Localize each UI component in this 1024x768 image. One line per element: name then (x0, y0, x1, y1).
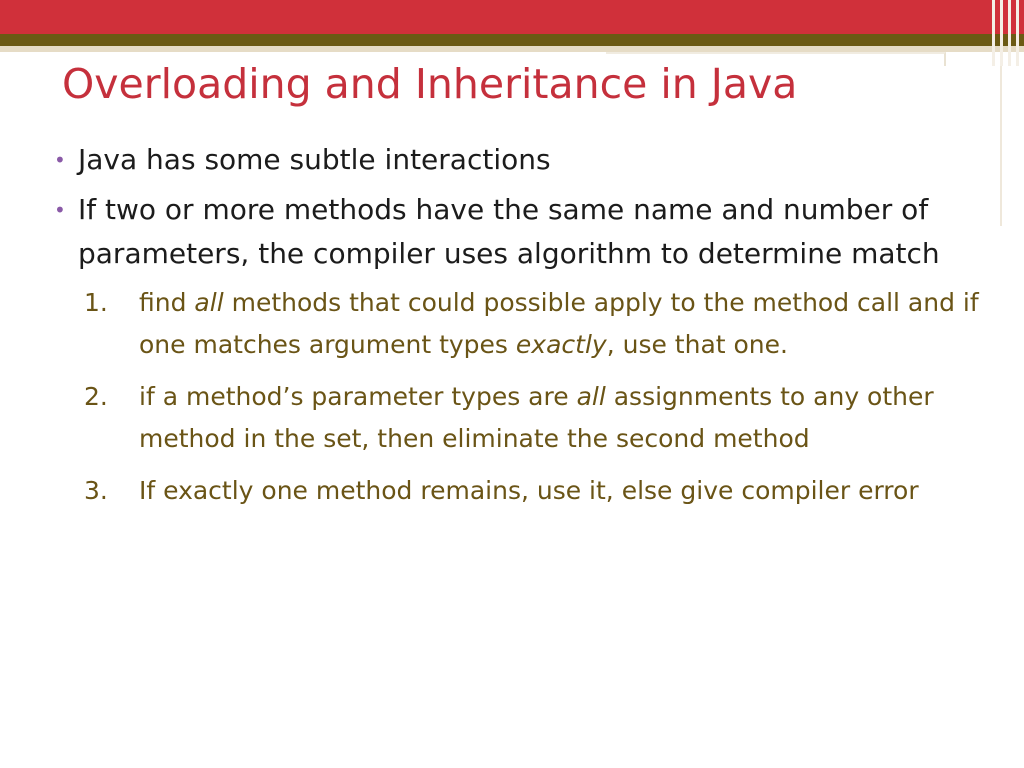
numbered-item (50, 470, 1000, 512)
bullet-text: Java has some subtle interactions (78, 143, 551, 176)
item-number: 1. (84, 288, 108, 317)
bullet-dot-icon: • (54, 148, 66, 172)
item-number: 2. (84, 382, 108, 411)
header-band-red (0, 0, 1024, 34)
header-right-stripes (988, 0, 1024, 66)
numbered-text: find all methods that could possible apply to the method call and if one matches argument types exactly, use that one. (139, 288, 979, 359)
slide-body (50, 138, 1000, 522)
header-band-olive (0, 34, 1024, 46)
bullet-item (50, 188, 1000, 276)
bullet-text: If two or more methods have the same name and number of parameters, the compiler uses algorithm to determine match (78, 193, 940, 270)
decorative-vertical-line (1000, 66, 1002, 226)
numbered-item (50, 376, 1000, 460)
numbered-text: If exactly one method remains, use it, else give compiler error (139, 476, 919, 505)
numbered-text: if a method’s parameter types are all assignments to any other method in the set, then eliminate the second method (139, 382, 934, 453)
slide-title: Overloading and Inheritance in Java (62, 60, 798, 108)
item-number: 3. (84, 476, 108, 505)
bullet-item (50, 138, 1000, 182)
numbered-item (50, 282, 1000, 366)
bullet-dot-icon: • (54, 198, 66, 222)
